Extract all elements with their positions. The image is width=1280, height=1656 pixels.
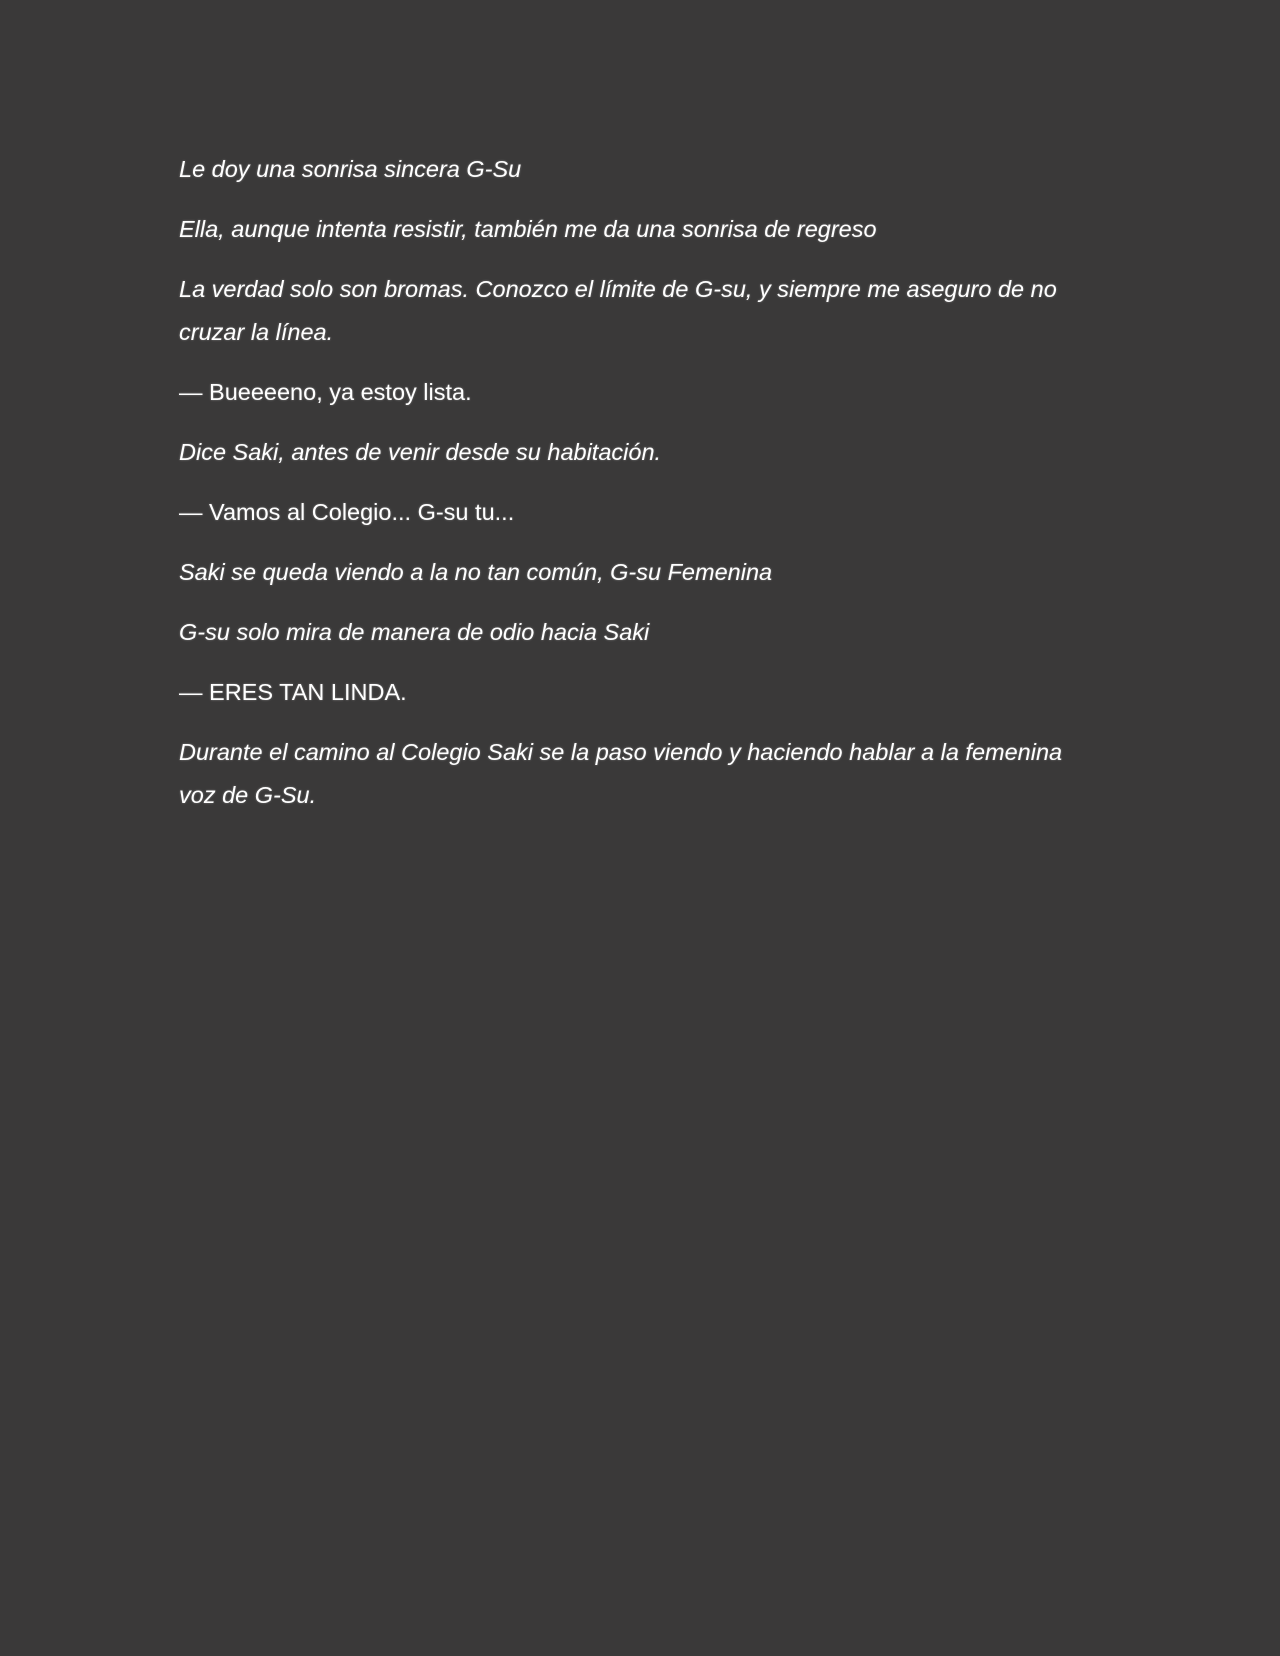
dialogue-line-1: — Bueeeeno, ya estoy lista.	[179, 379, 472, 405]
paragraph-7: Durante el camino al Colegio Saki se la paso viendo y haciendo hablar a la femenina voz de G-Su.	[179, 739, 1063, 808]
paragraph-3: La verdad solo son bromas. Conozco el límite de G-su, y siempre me aseguro de no cruzar la línea.	[179, 276, 1057, 345]
paragraph-2: Ella, aunque intenta resistir, también me da una sonrisa de regreso	[179, 216, 877, 242]
dialogue-line-2: — Vamos al Colegio... G-su tu...	[179, 499, 515, 525]
paragraph-4: Dice Saki, antes de venir desde su habitación.	[179, 439, 662, 465]
dialogue-line-3: — ERES TAN LINDA.	[179, 679, 407, 705]
paragraph-5: Saki se queda viendo a la no tan común, G-su Femenina	[179, 559, 773, 585]
paragraph-1: Le doy una sonrisa sincera G-Su	[179, 156, 522, 182]
paragraph-6: G-su solo mira de manera de odio hacia Saki	[179, 619, 650, 645]
